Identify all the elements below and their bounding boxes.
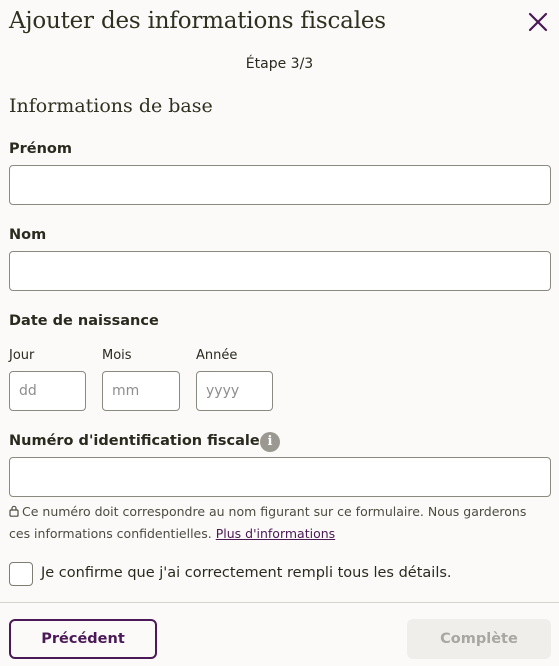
previous-button[interactable]: Précédent <box>9 619 157 659</box>
helper-text: Ce numéro doit correspondre au nom figurant sur ce formulaire. Nous garderons ces informations confidentielles. <box>9 504 527 541</box>
first-name-label: Prénom <box>9 141 73 157</box>
month-input[interactable] <box>102 371 180 411</box>
last-name-input[interactable] <box>9 251 551 291</box>
first-name-input[interactable] <box>9 165 551 205</box>
year-input[interactable] <box>196 371 273 411</box>
confirm-checkbox[interactable] <box>9 562 33 586</box>
tax-id-helper <box>9 502 529 544</box>
more-info-link[interactable]: Plus d'informations <box>215 525 336 541</box>
day-label: Jour <box>9 348 35 363</box>
birth-date-label: Date de naissance <box>9 313 159 329</box>
lock-icon <box>9 503 19 524</box>
close-icon[interactable] <box>527 11 549 33</box>
tax-id-input[interactable] <box>9 457 551 497</box>
day-input[interactable] <box>9 371 86 411</box>
dialog-title: Ajouter des informations fiscales <box>9 8 386 34</box>
info-icon[interactable]: i <box>260 432 280 452</box>
footer-divider <box>0 602 559 603</box>
step-indicator: Étape 3/3 <box>245 56 314 72</box>
complete-button[interactable]: Complète <box>407 619 551 659</box>
section-title: Informations de base <box>9 95 213 117</box>
month-label: Mois <box>102 348 132 363</box>
last-name-label: Nom <box>9 227 47 243</box>
tax-id-label: Numéro d'identification fiscale <box>9 433 260 449</box>
year-label: Année <box>196 348 238 363</box>
confirm-label: Je confirme que j'ai correctement rempli tous les détails. <box>41 565 452 581</box>
